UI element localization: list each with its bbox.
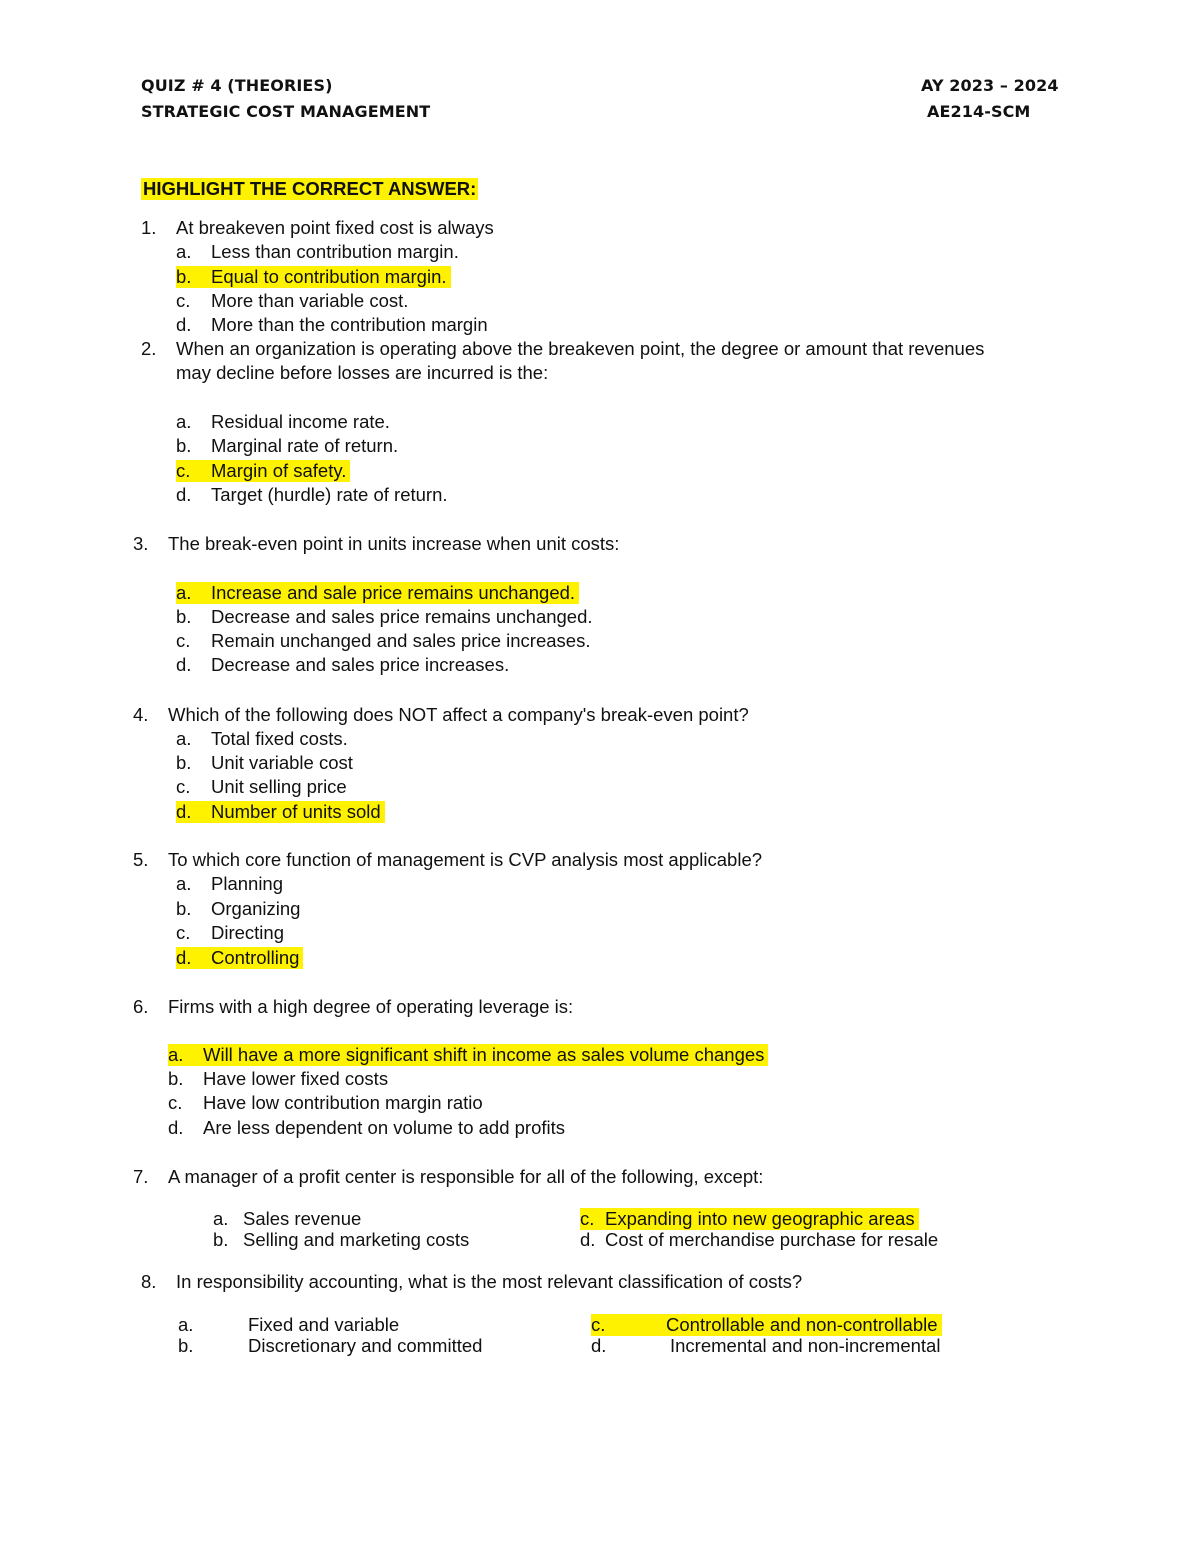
option-letter: d. bbox=[591, 1335, 607, 1356]
option-row bbox=[176, 776, 347, 798]
option-letter: a. bbox=[176, 728, 192, 749]
option-letter: a. bbox=[176, 241, 192, 262]
option-letter: a. bbox=[176, 411, 192, 432]
option-text: Controlling bbox=[211, 947, 300, 968]
option-row-correct bbox=[176, 582, 579, 604]
option-text: Residual income rate. bbox=[211, 411, 390, 432]
quiz-title: QUIZ # 4 (THEORIES) bbox=[141, 76, 333, 95]
option-letter: d. bbox=[176, 654, 192, 675]
option-text: Unit variable cost bbox=[211, 752, 353, 773]
option-row bbox=[176, 752, 353, 774]
option-letter: c. bbox=[168, 1092, 183, 1113]
option-letter: c. bbox=[176, 630, 191, 651]
option-text: Planning bbox=[211, 873, 284, 894]
option-row bbox=[176, 630, 590, 652]
option-row bbox=[176, 898, 300, 920]
option-text: Will have a more significant shift in income as sales volume changes bbox=[203, 1044, 765, 1065]
question-text: Firms with a high degree of operating leverage is: bbox=[168, 996, 574, 1017]
option-letter: c. bbox=[176, 290, 191, 311]
option-text: Marginal rate of return. bbox=[211, 435, 399, 456]
option-text: More than variable cost. bbox=[211, 290, 409, 311]
course-code: AE214-SCM bbox=[927, 102, 1031, 121]
option-text: Remain unchanged and sales price increases. bbox=[211, 630, 591, 651]
option-row bbox=[168, 1068, 388, 1090]
question-number: 7. bbox=[133, 1166, 149, 1187]
option-row bbox=[176, 411, 390, 433]
option-text: Fixed and variable bbox=[248, 1314, 400, 1335]
option-row bbox=[168, 1092, 483, 1114]
academic-year: AY 2023 – 2024 bbox=[921, 76, 1059, 95]
option-text: Controllable and non-controllable bbox=[666, 1314, 938, 1335]
option-letter: d. bbox=[176, 801, 192, 822]
option-letter: a. bbox=[178, 1314, 194, 1335]
course-title: STRATEGIC COST MANAGEMENT bbox=[141, 102, 431, 121]
option-row-correct bbox=[168, 1044, 768, 1066]
question-number: 2. bbox=[141, 338, 157, 359]
option-text: Have lower fixed costs bbox=[203, 1068, 389, 1089]
option-letter: c. bbox=[580, 1208, 595, 1229]
option-letter: d. bbox=[168, 1117, 184, 1138]
question-number: 5. bbox=[133, 849, 149, 870]
option-row bbox=[168, 1117, 565, 1139]
option-letter: a. bbox=[176, 873, 192, 894]
option-row bbox=[176, 484, 448, 506]
option-row bbox=[176, 314, 488, 336]
option-letter: a. bbox=[176, 582, 192, 603]
option-letter: a. bbox=[168, 1044, 184, 1065]
option-text: Have low contribution margin ratio bbox=[203, 1092, 483, 1113]
option-text: Expanding into new geographic areas bbox=[605, 1208, 915, 1229]
option-text: Discretionary and committed bbox=[248, 1335, 483, 1356]
option-letter: d. bbox=[176, 947, 192, 968]
option-row bbox=[176, 728, 348, 750]
option-text: Margin of safety. bbox=[211, 460, 347, 481]
option-row bbox=[580, 1229, 938, 1251]
question-text-continued: may decline before losses are incurred is the: bbox=[176, 362, 549, 383]
option-row-correct bbox=[176, 460, 350, 482]
option-letter: d. bbox=[176, 484, 192, 505]
option-letter: c. bbox=[176, 460, 191, 481]
option-row-correct bbox=[176, 801, 385, 823]
option-letter: c. bbox=[591, 1314, 606, 1335]
option-text: Decrease and sales price increases. bbox=[211, 654, 510, 675]
option-text: Cost of merchandise purchase for resale bbox=[605, 1229, 939, 1250]
option-text: More than the contribution margin bbox=[211, 314, 488, 335]
option-letter: b. bbox=[213, 1229, 229, 1250]
option-row bbox=[176, 654, 509, 676]
option-text: Incremental and non-incremental bbox=[670, 1335, 941, 1356]
option-letter: c. bbox=[176, 922, 191, 943]
option-text: Increase and sale price remains unchanged. bbox=[211, 582, 576, 603]
option-row-correct bbox=[176, 947, 303, 969]
option-text: Decrease and sales price remains unchanged. bbox=[211, 606, 593, 627]
option-text: Organizing bbox=[211, 898, 301, 919]
question-text: Which of the following does NOT affect a company's break-even point? bbox=[168, 704, 749, 725]
option-letter: b. bbox=[176, 752, 192, 773]
question-text: In responsibility accounting, what is the most relevant classification of costs? bbox=[176, 1271, 803, 1292]
option-letter: d. bbox=[176, 314, 192, 335]
question-text: At breakeven point fixed cost is always bbox=[176, 217, 494, 238]
option-letter: d. bbox=[580, 1229, 596, 1250]
question-number: 4. bbox=[133, 704, 149, 725]
option-text: Sales revenue bbox=[243, 1208, 362, 1229]
option-letter: b. bbox=[176, 898, 192, 919]
option-text: Less than contribution margin. bbox=[211, 241, 459, 262]
question-number: 3. bbox=[133, 533, 149, 554]
option-row bbox=[178, 1314, 399, 1336]
option-row bbox=[176, 435, 398, 457]
option-text: Selling and marketing costs bbox=[243, 1229, 470, 1250]
instruction-heading: HIGHLIGHT THE CORRECT ANSWER: bbox=[143, 178, 477, 199]
option-row-correct bbox=[176, 266, 451, 288]
option-letter: a. bbox=[213, 1208, 229, 1229]
option-letter: b. bbox=[176, 435, 192, 456]
option-row-correct bbox=[591, 1314, 942, 1336]
option-row bbox=[591, 1335, 940, 1357]
option-row bbox=[176, 606, 593, 628]
question-number: 8. bbox=[141, 1271, 157, 1292]
option-row bbox=[176, 241, 459, 263]
question-text: The break-even point in units increase when unit costs: bbox=[168, 533, 620, 554]
question-text: To which core function of management is CVP analysis most applicable? bbox=[168, 849, 763, 870]
option-row bbox=[176, 922, 284, 944]
option-row bbox=[178, 1335, 482, 1357]
option-letter: b. bbox=[176, 266, 192, 287]
option-text: Equal to contribution margin. bbox=[211, 266, 447, 287]
option-row bbox=[176, 873, 283, 895]
option-letter: c. bbox=[176, 776, 191, 797]
option-row-correct bbox=[580, 1208, 919, 1230]
option-text: Are less dependent on volume to add profits bbox=[203, 1117, 566, 1138]
option-row bbox=[176, 290, 408, 312]
option-row bbox=[213, 1208, 361, 1230]
option-text: Total fixed costs. bbox=[211, 728, 348, 749]
question-number: 1. bbox=[141, 217, 157, 238]
option-letter: b. bbox=[176, 606, 192, 627]
option-letter: b. bbox=[178, 1335, 194, 1356]
option-text: Number of units sold bbox=[211, 801, 381, 822]
option-text: Target (hurdle) rate of return. bbox=[211, 484, 448, 505]
option-text: Unit selling price bbox=[211, 776, 347, 797]
option-text: Directing bbox=[211, 922, 284, 943]
option-row bbox=[213, 1229, 469, 1251]
question-text: When an organization is operating above the breakeven point, the degree or amount that revenues bbox=[176, 338, 985, 359]
option-letter: b. bbox=[168, 1068, 184, 1089]
question-number: 6. bbox=[133, 996, 149, 1017]
question-text: A manager of a profit center is responsible for all of the following, except: bbox=[168, 1166, 764, 1187]
